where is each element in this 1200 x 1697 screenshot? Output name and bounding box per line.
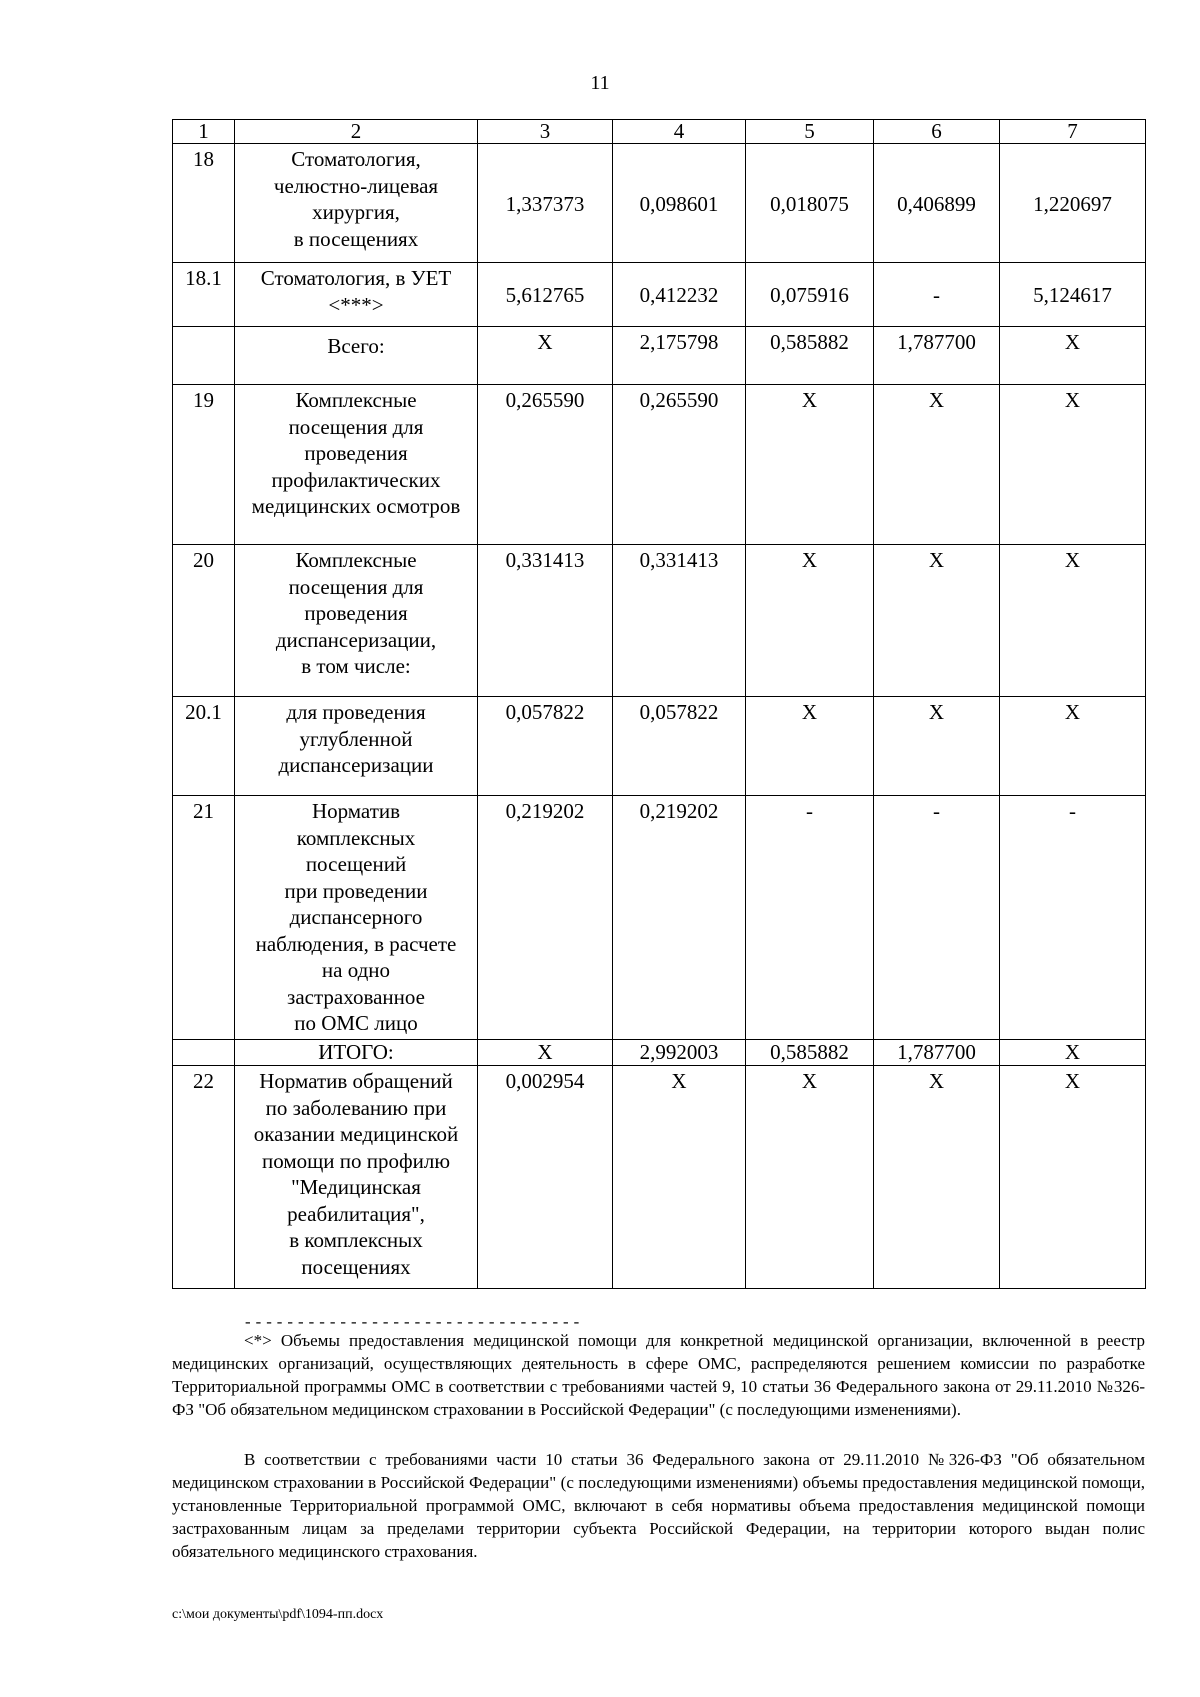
value-cell: Х — [478, 327, 613, 385]
value-cell: 1,220697 — [1000, 144, 1146, 263]
table-row — [173, 697, 1146, 796]
row-name: Норматив обращений по заболеванию при оказании медицинской помощи по профилю "Медицинская реабилитация", в комплексных посещениях — [235, 1066, 478, 1289]
row-name: Стоматология, челюстно-лицевая хирургия, в посещениях — [235, 144, 478, 263]
value-cell: Х — [613, 1066, 746, 1289]
row-name: Комплексные посещения для проведения профилактических медицинских осмотров — [235, 385, 478, 545]
row-name: ИТОГО: — [235, 1040, 478, 1066]
row-number: 18.1 — [173, 263, 235, 327]
header-cell: 1 — [173, 120, 235, 144]
table-row — [173, 144, 1146, 263]
value-cell: Х — [746, 697, 874, 796]
total-row — [173, 1040, 1146, 1066]
footnote-paragraph: В соответствии с требованиями части 10 статьи 36 Федерального закона от 29.11.2010 №326-ФЗ "Об обязательном медицинском страховании в Российской Федерации" (с последующими изменениями) объемы предоставления медицинской помощи, установленные Территориальной программой ОМС, включают в себя нормативы объема предоставления медицинской помощи застрахованным лицам за пределами территории субъекта Российской Федерации, на территории которого выдан полис обязательного медицинского страхования. — [172, 1450, 1145, 1561]
value-cell: Х — [1000, 1040, 1146, 1066]
value-cell: Х — [874, 1066, 1000, 1289]
table-row — [173, 796, 1146, 1040]
page-number: 11 — [590, 72, 610, 94]
header-cell: 3 — [478, 120, 613, 144]
value-cell: 2,175798 — [613, 327, 746, 385]
value-cell: Х — [746, 545, 874, 697]
table-row — [173, 385, 1146, 545]
value-cell: - — [874, 263, 1000, 327]
table-row — [173, 1066, 1146, 1289]
row-name: Комплексные посещения для проведения диспансеризации, в том числе: — [235, 545, 478, 697]
value-cell: Х — [1000, 697, 1146, 796]
value-cell: Х — [874, 385, 1000, 545]
row-name: Норматив комплексных посещений при проведении диспансерного наблюдения, в расчете на одно застрахованное по ОМС лицо — [235, 796, 478, 1040]
value-cell: 0,331413 — [478, 545, 613, 697]
value-cell: 2,992003 — [613, 1040, 746, 1066]
value-cell: Х — [1000, 327, 1146, 385]
table-row — [173, 545, 1146, 697]
value-cell: Х — [874, 697, 1000, 796]
row-number: 20.1 — [173, 697, 235, 796]
value-cell: 5,124617 — [1000, 263, 1146, 327]
row-number: 20 — [173, 545, 235, 697]
header-cell: 4 — [613, 120, 746, 144]
value-cell: 0,585882 — [746, 1040, 874, 1066]
value-cell: 1,787700 — [874, 1040, 1000, 1066]
footnote-separator: -------------------------------- — [243, 1314, 583, 1332]
value-cell: - — [1000, 796, 1146, 1040]
value-cell: 0,412232 — [613, 263, 746, 327]
row-number: 21 — [173, 796, 235, 1040]
value-cell: Х — [1000, 385, 1146, 545]
value-cell: 0,331413 — [613, 545, 746, 697]
value-cell: Х — [746, 1066, 874, 1289]
value-cell: Х — [1000, 1066, 1146, 1289]
table-row — [173, 263, 1146, 327]
file-path: c:\мои документы\pdf\1094-пп.docx — [172, 1607, 384, 1622]
value-cell: Х — [746, 385, 874, 545]
value-cell: 0,265590 — [613, 385, 746, 545]
value-cell: 0,219202 — [478, 796, 613, 1040]
value-cell: 0,265590 — [478, 385, 613, 545]
value-cell: 0,585882 — [746, 327, 874, 385]
value-cell: 0,219202 — [613, 796, 746, 1040]
row-number: 18 — [173, 144, 235, 263]
row-name: Всего: — [235, 327, 478, 385]
value-cell: 0,406899 — [874, 144, 1000, 263]
header-cell: 2 — [235, 120, 478, 144]
value-cell: Х — [874, 545, 1000, 697]
value-cell: 0,002954 — [478, 1066, 613, 1289]
row-number: 22 — [173, 1066, 235, 1289]
value-cell: 0,018075 — [746, 144, 874, 263]
subtotal-row — [173, 327, 1146, 385]
value-cell: - — [874, 796, 1000, 1040]
norms-table — [172, 119, 1146, 1289]
row-number: 19 — [173, 385, 235, 545]
value-cell: - — [746, 796, 874, 1040]
header-cell: 5 — [746, 120, 874, 144]
value-cell: Х — [1000, 545, 1146, 697]
header-cell: 7 — [1000, 120, 1146, 144]
value-cell: 0,057822 — [478, 697, 613, 796]
value-cell: 0,098601 — [613, 144, 746, 263]
header-cell: 6 — [874, 120, 1000, 144]
row-name: для проведения углубленной диспансеризации — [235, 697, 478, 796]
value-cell: Х — [478, 1040, 613, 1066]
value-cell: 1,787700 — [874, 327, 1000, 385]
table-header-row — [173, 120, 1146, 144]
row-name: Стоматология, в УЕТ <***> — [235, 263, 478, 327]
row-number — [173, 327, 235, 385]
row-number — [173, 1040, 235, 1066]
value-cell: 1,337373 — [478, 144, 613, 263]
footnote-paragraph: <*> Объемы предоставления медицинской помощи для конкретной медицинской организации, включенной в реестр медицинских организаций, осуществляющих деятельность в сфере ОМС, распределяются решением комиссии по разработке Территориальной программы ОМС в соответствии с требованиями частей 9, 10 статьи 36 Федерального закона от 29.11.2010 №326-ФЗ "Об обязательном медицинском страховании в Российской Федерации" (с последующими изменениями). — [172, 1331, 1145, 1419]
value-cell: 5,612765 — [478, 263, 613, 327]
value-cell: 0,075916 — [746, 263, 874, 327]
value-cell: 0,057822 — [613, 697, 746, 796]
